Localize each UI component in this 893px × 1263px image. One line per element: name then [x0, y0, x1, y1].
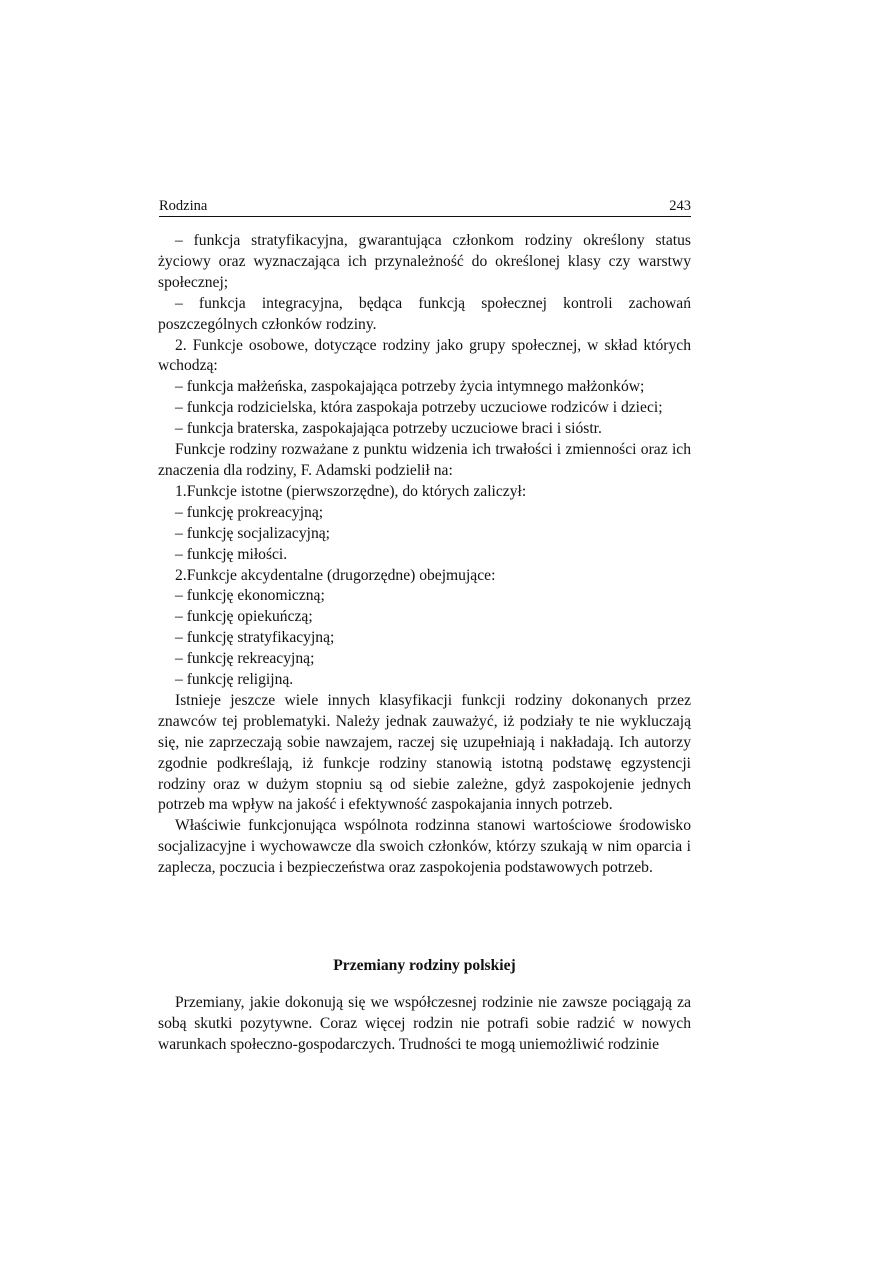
paragraph-accidental-functions: 2.Funkcje akcydentalne (drugorzędne) obejmujące: [175, 566, 496, 584]
paragraph-parental-function: – funkcja rodzicielska, która zaspokaja potrzeby uczuciowe rodziców i dzieci; [175, 399, 663, 417]
paragraph-marital-function: – funkcja małżeńska, zaspokajająca potrzeby życia intymnego małżonków; [175, 378, 645, 396]
section-heading: Przemiany rodziny polskiej [333, 957, 516, 974]
paragraph-family-changes: Przemiany, jakie dokonują się we współczesnej rodzinie nie zawsze pociągają za sobą skutki pozytywne. Coraz więcej rodzin nie potrafi sobie radzić w nowych warunkach społeczno-gospodarczych. Trudności te mogą uniemożliwić rodzinie [158, 994, 691, 1053]
section-text [158, 992, 691, 1055]
paragraph-essential-functions: 1.Funkcje istotne (pierwszorzędne), do których zaliczył: [175, 482, 527, 500]
main-text [158, 231, 691, 879]
list-item: – funkcję opiekuńczą; [175, 608, 313, 626]
paragraph-family-community: Właściwie funkcjonująca wspólnota rodzinna stanowi wartościowe środowisko socjalizacyjne i wychowawcze dla swoich członków, którzy szukają w nim oparcia i zaplecza, poczucia i bezpieczeństwa oraz zaspokojenia podstawowych potrzeb. [158, 817, 691, 877]
paragraph-fraternal-function: – funkcja braterska, zaspokajająca potrzeby uczuciowe braci i sióstr. [175, 420, 602, 438]
list-item: – funkcję prokreacyjną; [175, 503, 324, 521]
list-item: – funkcję stratyfikacyjną; [175, 629, 335, 647]
paragraph-integration-function: – funkcja integracyjna, będąca funkcją społecznej kontroli zachowań poszczególnych członków rodziny. [158, 294, 691, 333]
list-item: – funkcję ekonomiczną; [175, 587, 325, 605]
list-item: – funkcję socjalizacyjną; [175, 524, 331, 542]
paragraph-other-classifications: Istnieje jeszcze wiele innych klasyfikacji funkcji rodziny dokonanych przez znawców tej problematyki. Należy jednak zauważyć, iż podziały te nie wykluczają się, nie zaprzeczają sobie nawzajem, raczej się uzupełniają i nakładają. Ich autorzy zgodnie podkreślają, iż funkcje rodziny stanowią istotną podstawę egzystencji rodziny oraz w dużym stopniu są od siebie zależne, gdyż zaspokojenie jednych potrzeb ma wpływ na jakość i efektywność zaspokajania innych potrzeb. [158, 691, 691, 814]
running-header [159, 196, 691, 217]
list-item: – funkcję miłości. [175, 545, 288, 563]
paragraph-adamski-classification: Funkcje rodziny rozważane z punktu widzenia ich trwałości i zmienności oraz ich znaczenia dla rodziny, F. Adamski podzielił na: [158, 441, 691, 479]
list-item: – funkcję rekreacyjną; [175, 650, 315, 668]
running-header-title: Rodzina [159, 198, 208, 214]
list-item: – funkcję religijną. [175, 671, 294, 689]
paragraph-stratification-function: – funkcja stratyfikacyjna, gwarantująca członkom rodziny określony status życiowy oraz wyznaczająca ich przynależność do określonej klasy czy warstwy społecznej; [158, 232, 691, 291]
paragraph-personal-functions: 2. Funkcje osobowe, dotyczące rodziny jako grupy społecznej, w skład których wchodzą: [158, 336, 691, 375]
page-number: 243 [669, 198, 691, 214]
